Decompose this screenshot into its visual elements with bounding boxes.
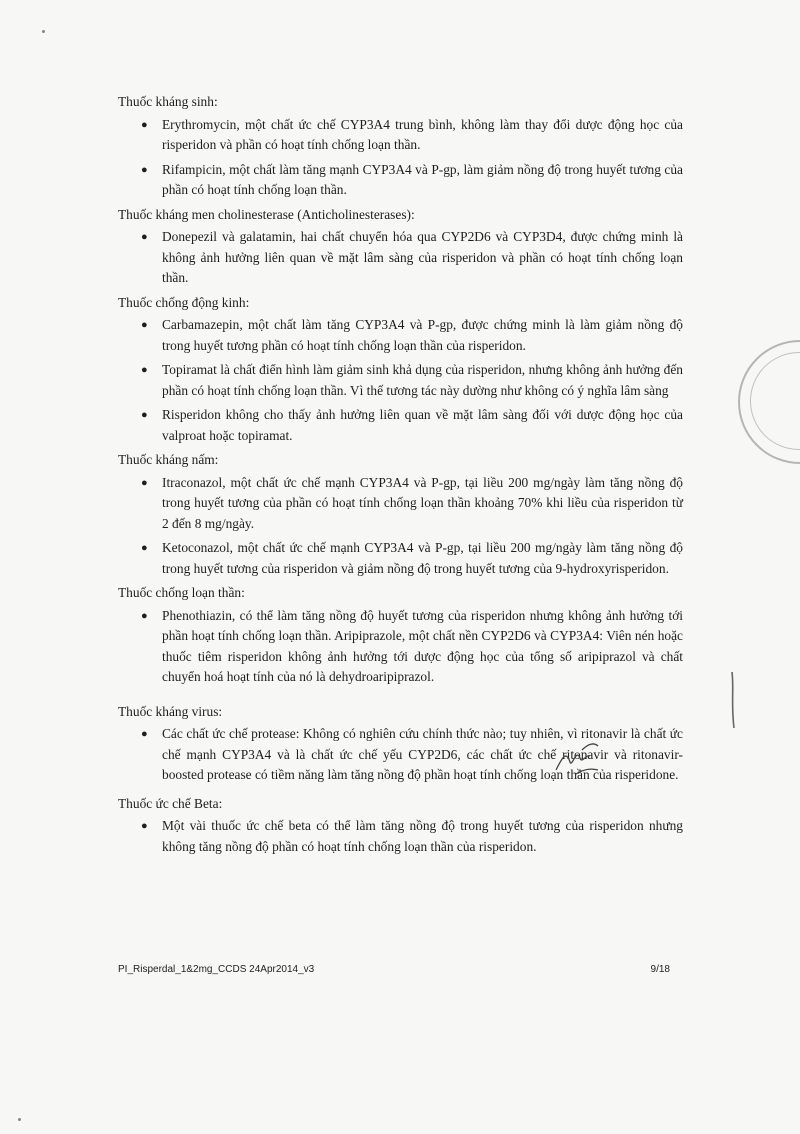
section-title: Thuốc kháng virus:	[118, 703, 223, 719]
bullet-icon: ●	[141, 820, 148, 832]
list-item	[141, 160, 683, 201]
section-title: Thuốc chống động kinh:	[118, 294, 250, 310]
list-item-text: Phenothiazin, có thể làm tăng nồng độ huyết tương của risperidon nhưng không ảnh hưởng tới phần hoạt tính chống loạn thần. Aripiprazole, một chất nền CYP2D6 và CYP3A4: Viên nén hoặc thuốc tiêm risperidon không ảnh hưởng tới dược động học của tổng số aripiprazol và chất chuyển hoá hoạt tính của nó là dehydroaripiprazol.	[162, 607, 683, 684]
footer-document-id: PI_Risperdal_1&2mg_CCDS 24Apr2014_v3	[118, 964, 315, 975]
list-item-text: Donepezil và galatamin, hai chất chuyển hóa qua CYP2D6 và CYP3D4, được chứng minh là không ảnh hưởng liên quan về mặt lâm sàng của risperidon và phần có hoạt tính chống loạn thần.	[162, 229, 683, 285]
scan-speck	[42, 30, 45, 33]
bullet-icon: ●	[141, 231, 148, 243]
section-title: Thuốc kháng men cholinesterase (Anticholinesterases):	[118, 206, 415, 222]
bullet-list	[118, 227, 683, 289]
stamp-seal	[738, 340, 800, 464]
list-item-text: Risperidon không cho thấy ảnh hưởng liên quan về mặt lâm sàng đối với dược động học của valproat hoặc topiramat.	[162, 407, 683, 443]
bullet-icon: ●	[141, 409, 148, 421]
section-title: Thuốc kháng sinh:	[118, 94, 218, 109]
stamp-inner-ring	[750, 352, 800, 450]
list-item	[141, 115, 683, 156]
list-item-text: Topiramat là chất điển hình làm giảm sinh khả dụng của risperidon, nhưng không ảnh hưởng đến phần có hoạt tính chống loạn thần. Vì thế tương tác này dường như không có ý nghĩa lâm sàng	[162, 362, 683, 398]
section-title: Thuốc ức chế Beta:	[118, 795, 223, 811]
list-item	[141, 473, 683, 535]
list-item-text: Carbamazepin, một chất làm tăng CYP3A4 và P-gp, được chứng minh là làm giảm nồng độ trong huyết tương phần có hoạt tính chống loạn thần của risperidon.	[162, 317, 683, 353]
page-footer	[118, 964, 670, 975]
list-item-text: Các chất ức chế protease: Không có nghiên cứu chính thức nào; tuy nhiên, vì ritonavir là chất ức chế mạnh CYP3A4 và là chất ức chế yếu CYP2D6, các chất ức chế ritonavir và ritonavir-boosted protease có tiềm năng làm tăng nồng độ phần hoạt tính chống loạn thần của risperidone.	[162, 726, 683, 782]
pen-mark	[728, 670, 738, 730]
bullet-icon: ●	[141, 364, 148, 376]
section-title: Thuốc kháng nấm:	[118, 452, 219, 467]
bullet-list	[118, 816, 683, 857]
section-title: Thuốc chống loạn thần:	[118, 585, 245, 600]
bullet-list	[118, 606, 683, 688]
bullet-icon: ●	[141, 728, 148, 740]
list-item-text: Itraconazol, một chất ức chế mạnh CYP3A4 và P-gp, tại liều 200 mg/ngày làm tăng nồng độ trong huyết tương của phần có hoạt tính chống loạn thần khoảng 70% khi liều của risperidon từ 2 đến 8 mg/ngày.	[162, 474, 683, 531]
bullet-icon: ●	[141, 118, 148, 131]
signature-mark	[552, 740, 602, 780]
footer-page-number: 9/18	[650, 964, 670, 975]
bullet-icon: ●	[141, 319, 148, 331]
list-item	[141, 606, 683, 688]
bullet-list	[118, 115, 683, 201]
list-item-text: Erythromycin, một chất ức chế CYP3A4 trung bình, không làm thay đổi dược động học của risperidon và phần có hoạt tính chống loạn thần.	[162, 116, 683, 152]
list-item-text: Ketoconazol, một chất ức chế mạnh CYP3A4 và P-gp, tại liều 200 mg/ngày làm tăng nồng độ trong huyết tương của risperidon và giảm nồng độ trong huyết tương của 9-hydroxyrisperidon.	[162, 540, 683, 576]
bullet-icon: ●	[141, 609, 148, 622]
scan-speck	[18, 1118, 21, 1121]
bullet-icon: ●	[141, 542, 148, 554]
list-item	[141, 360, 683, 401]
list-item	[141, 816, 683, 857]
bullet-list	[118, 315, 683, 446]
bullet-icon: ●	[141, 163, 148, 176]
list-item	[141, 227, 683, 289]
list-item-text: Một vài thuốc ức chế beta có thể làm tăng nồng độ trong huyết tương của risperidon nhưng không tăng nồng độ phần có hoạt tính chống loạn thần của risperidon.	[162, 818, 683, 854]
bullet-icon: ●	[141, 476, 148, 489]
list-item	[141, 538, 683, 579]
list-item-text: Rifampicin, một chất làm tăng mạnh CYP3A4 và P-gp, làm giảm nồng độ trong huyết tương của phần có hoạt tính chống loạn thần.	[162, 161, 683, 197]
bullet-list	[118, 473, 683, 580]
list-item	[141, 315, 683, 356]
list-item	[141, 724, 683, 786]
list-item	[141, 405, 683, 446]
